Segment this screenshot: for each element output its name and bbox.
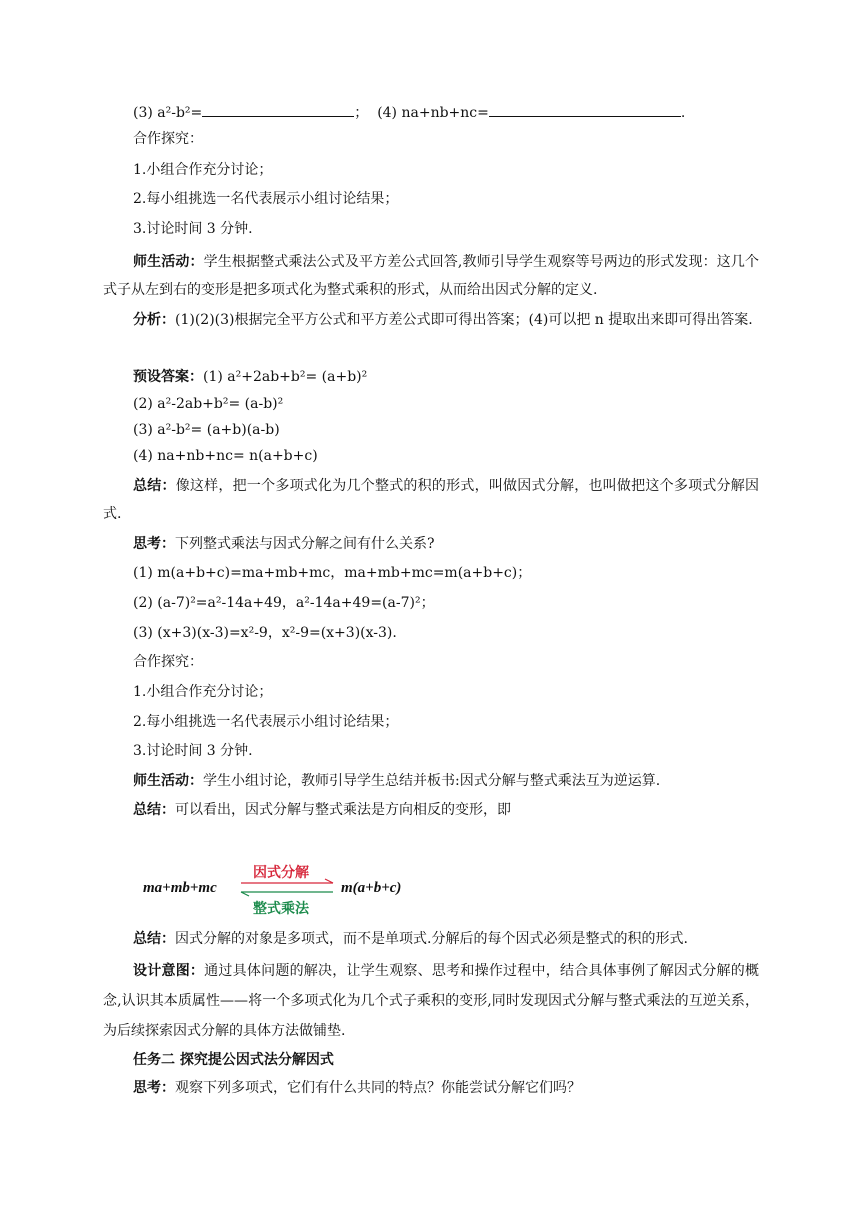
relation-3: (3) (x+3)(x-3)=x²-9，x²-9=(x+3)(x-3). <box>133 625 397 641</box>
summary-label: 总结： <box>133 478 176 494</box>
exercise-4: (4) na+nb+nc= <box>377 105 489 121</box>
exercise-line: (3) a²-b²= ； (4) na+nb+nc= . <box>133 102 685 123</box>
summary-text: 因式分解的对象是多项式，而不是单项式.分解后的每个因式必须是整式的积的形式. <box>175 931 688 947</box>
analysis-label: 分析： <box>133 312 175 328</box>
inverse-operation-diagram <box>143 860 443 920</box>
analysis-paragraph <box>103 306 759 334</box>
double-arrow-icon <box>239 878 335 898</box>
summary-paragraph <box>103 472 759 528</box>
coop-item: 1.小组合作充分讨论； <box>133 162 273 178</box>
coop-item: 1.小组合作充分讨论； <box>133 684 273 700</box>
coop-item: 2.每小组挑选一名代表展示小组讨论结果； <box>133 191 399 207</box>
answer-blank-3 <box>202 102 354 117</box>
factorization-label: 因式分解 <box>253 865 309 881</box>
factored-expression: m(a+b+c) <box>341 880 402 896</box>
polynomial-expression: ma+mb+mc <box>143 880 217 896</box>
coop-title: 合作探究： <box>133 131 203 147</box>
activity-label: 师生活动： <box>133 254 204 270</box>
activity-line <box>133 771 660 791</box>
coop-item: 2.每小组挑选一名代表展示小组讨论结果； <box>133 714 399 730</box>
answer-4: (4) na+nb+nc= n(a+b+c) <box>133 448 318 464</box>
multiplication-label: 整式乘法 <box>253 901 309 917</box>
design-text: 通过具体问题的解决，让学生观察、思考和操作过程中，结合具体事例了解因式分解的概念,认识其本质属性——将一个多项式化为几个式子乘积的变形,同时发现因式分解与整式乘法的互逆关系，为后续探索因式分解的具体方法做铺垫. <box>103 963 760 1039</box>
think-line <box>133 1078 581 1098</box>
relation-2: (2) (a-7)²=a²-14a+49，a²-14a+49=(a-7)²； <box>133 595 435 611</box>
activity-text: 学生小组讨论，教师引导学生总结并板书:因式分解与整式乘法互为逆运算. <box>203 773 661 789</box>
activity-text: 学生根据整式乘法公式及平方差公式回答,教师引导学生观察等号两边的形式发现：这几个式子从左到右的变形是把多项式化为整式乘积的形式，从而给出因式分解的定义. <box>103 254 760 298</box>
think-label: 思考： <box>133 536 175 552</box>
activity-label: 师生活动： <box>133 773 203 789</box>
summary-line <box>133 800 511 820</box>
answer-1: (1) a²+2ab+b²= (a+b)² <box>203 369 368 385</box>
task-heading: 任务二 探究提公因式法分解因式 <box>133 1052 334 1068</box>
think-text: 观察下列多项式，它们有什么共同的特点？你能尝试分解它们吗？ <box>175 1080 581 1096</box>
coop-title: 合作探究： <box>133 654 203 670</box>
exercise-3: (3) a²-b²= <box>133 105 203 121</box>
relation-1: (1) m(a+b+c)=ma+mb+mc，ma+mb+mc=m(a+b+c)； <box>133 565 532 581</box>
answers-label: 预设答案： <box>133 369 203 385</box>
think-text: 下列整式乘法与因式分解之间有什么关系? <box>175 536 435 552</box>
answer-line <box>133 367 367 387</box>
think-line <box>133 534 435 554</box>
summary-label: 总结： <box>133 931 175 947</box>
coop-item: 3.讨论时间 3 分钟. <box>133 743 253 759</box>
answer-blank-4 <box>489 102 681 117</box>
analysis-text: (1)(2)(3)根据完全平方公式和平方差公式即可得出答案；(4)可以把 n 提取出来即可得出答案. <box>175 312 753 328</box>
summary-text: 像这样，把一个多项式化为几个整式的积的形式，叫做因式分解，也叫做把这个多项式分解因式. <box>103 478 760 522</box>
answer-3: (3) a²-b²= (a+b)(a-b) <box>133 422 280 438</box>
summary-text: 可以看出，因式分解与整式乘法是方向相反的变形，即 <box>175 802 511 818</box>
summary-label: 总结： <box>133 802 175 818</box>
activity-paragraph <box>103 248 759 304</box>
answer-2: (2) a²-2ab+b²= (a-b)² <box>133 396 284 412</box>
coop-item: 3.讨论时间 3 分钟. <box>133 221 253 237</box>
design-label: 设计意图： <box>133 963 205 979</box>
think-label: 思考： <box>133 1080 175 1096</box>
design-paragraph <box>103 956 759 1046</box>
summary-line <box>133 929 688 949</box>
